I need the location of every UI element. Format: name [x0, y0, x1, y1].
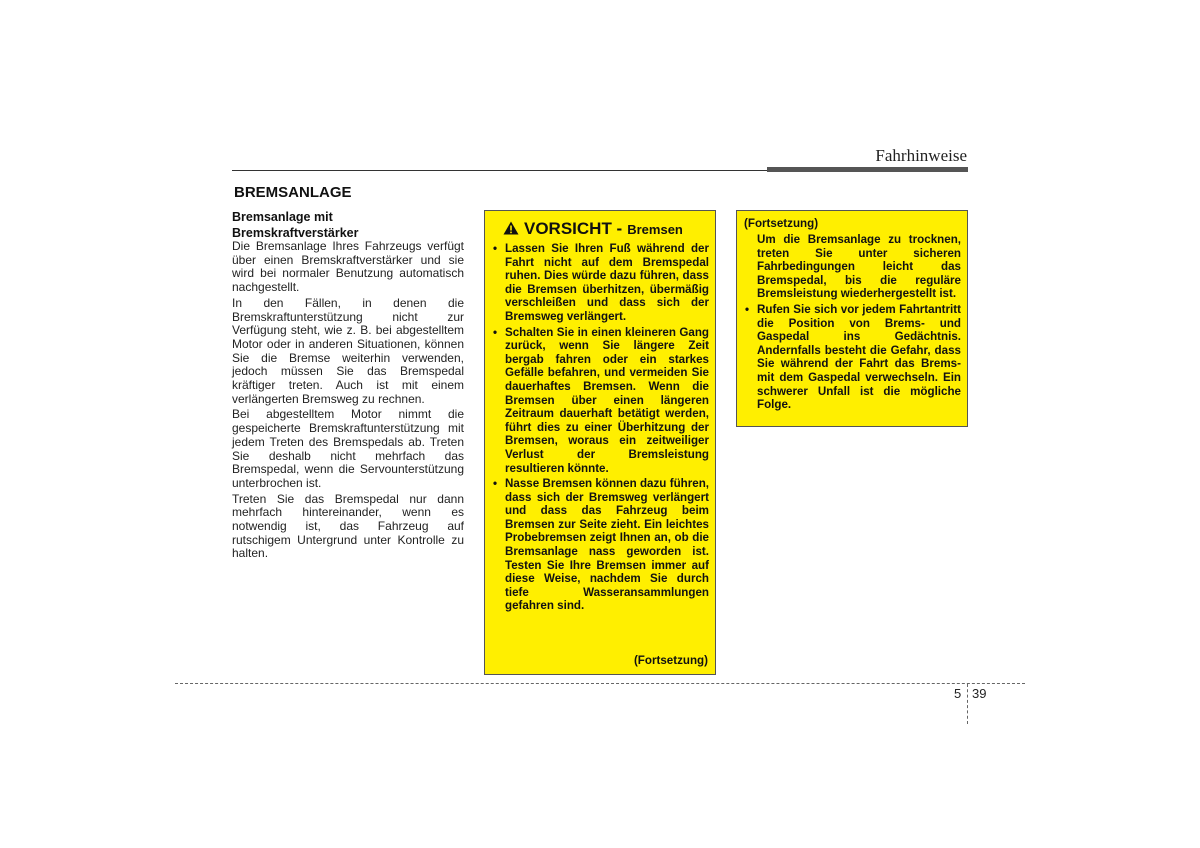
bullet: • — [493, 325, 498, 339]
paragraph: Treten Sie das Bremspedal nur dann mehrfach hintereinander, wenn es notwendig ist, das Fahrzeug auf rutschigem Untergrund unter Kontrolle zu halten. — [232, 491, 464, 561]
list-item — [491, 326, 709, 476]
continuation-heading: (Fortsetzung) — [744, 217, 819, 230]
bullet: • — [493, 242, 498, 255]
list-item-text: Um die Bremsanlage zu trocknen, treten Sie unter sicheren Fahrbedingungen leicht das Bremspedal, bis die reguläre Bremsleistung wiederhergestellt ist. — [757, 233, 961, 301]
body-text — [232, 240, 464, 563]
header-rule-thick — [767, 167, 968, 172]
warning-header — [503, 219, 683, 239]
header-rule — [232, 170, 767, 171]
warning-triangle-icon — [503, 221, 519, 235]
paragraph: Bei abgestelltem Motor nimmt die gespeicherte Bremskraftunterstützung mit jedem Treten des Bremspedals ab. Treten Sie deshalb nicht mehrfach das Bremspedal, wenn die Servounterstützung unterbrochen ist. — [232, 407, 464, 490]
footer-rule — [175, 683, 1025, 684]
warning-list — [491, 242, 709, 613]
list-item-text: Schalten Sie in einen kleineren Gang zurück, wenn Sie längere Zeit bergab fahren oder ein starkes Gefälle befahren, und vermeiden Sie dauerhaftes Bremsen. Wenn die Bremsen über einen längeren Zeitraum dauerhaft betätigt werden, führt dies zu einer Überhitzung der Bremsen, woraus ein zeitweiliger Verlust der Bremsleistung resultieren könnte. — [505, 325, 709, 475]
list-item — [491, 477, 709, 613]
page-number: 39 — [972, 686, 987, 701]
header-title: Fahrhinweise — [875, 146, 967, 165]
chapter-number: 5 — [954, 686, 962, 701]
bullet: • — [745, 302, 750, 316]
list-item-text: Lassen Sie Ihren Fuß während der Fahrt nicht auf dem Bremspedal ruhen. Dies würde dazu führen, dass die Bremsen überhitzen, übermäßig verschleißen und dass sich der Bremsweg verlängert. — [505, 242, 709, 323]
list-item — [491, 242, 709, 324]
bullet: • — [493, 477, 498, 491]
warning-topic: Bremsen — [627, 222, 683, 237]
continuation-list — [743, 233, 961, 412]
paragraph: In den Fällen, in denen die Bremskraftunterstützung nicht zur Verfügung steht, wie z. B. bei abgestelltem Motor oder in anderen Situationen, können Sie die Bremse weiterhin verwenden, jedoch müssen Sie das Bremspedal kräftiger treten. Auch ist mit einem verlängerten Bremsweg zu rechnen. — [232, 295, 464, 406]
continued-label: (Fortsetzung) — [633, 654, 708, 667]
warning-word: VORSICHT - — [524, 219, 623, 238]
paragraph: Die Bremsanlage Ihres Fahrzeugs verfügt über einen Bremskraftverstärker und sie wird bei normaler Benutzung automatisch nachgestellt. — [232, 239, 464, 295]
continuation-box — [736, 210, 968, 427]
list-item-text: Nasse Bremsen können dazu führen, dass sich der Bremsweg verlängert und dass das Fahrzeug beim Bremsen zur Seite zieht. Ein leichtes Probebremsen zeigt Ihnen an, ob die Bremsanlage nass geworden ist. Testen Sie Ihre Bremsen immer auf diese Weise, nachdem Sie durch tiefe Wasseransammlungen gefahren sind. — [505, 477, 709, 613]
list-item — [743, 303, 961, 412]
page-separator — [967, 684, 968, 724]
list-item — [743, 233, 961, 301]
warning-box — [484, 210, 716, 675]
section-subheading: Bremsanlage mit Bremskraftverstärker — [232, 210, 359, 240]
section-heading: BREMSANLAGE — [234, 184, 352, 201]
list-item-text: Rufen Sie sich vor jedem Fahrtantritt die Position von Brems- und Gaspedal ins Gedächtnis. Andernfalls besteht die Gefahr, dass Sie während der Fahrt das Brems- mit dem Gaspedal verwechseln. Ein schwerer Unfall ist die mögliche Folge. — [757, 302, 961, 412]
